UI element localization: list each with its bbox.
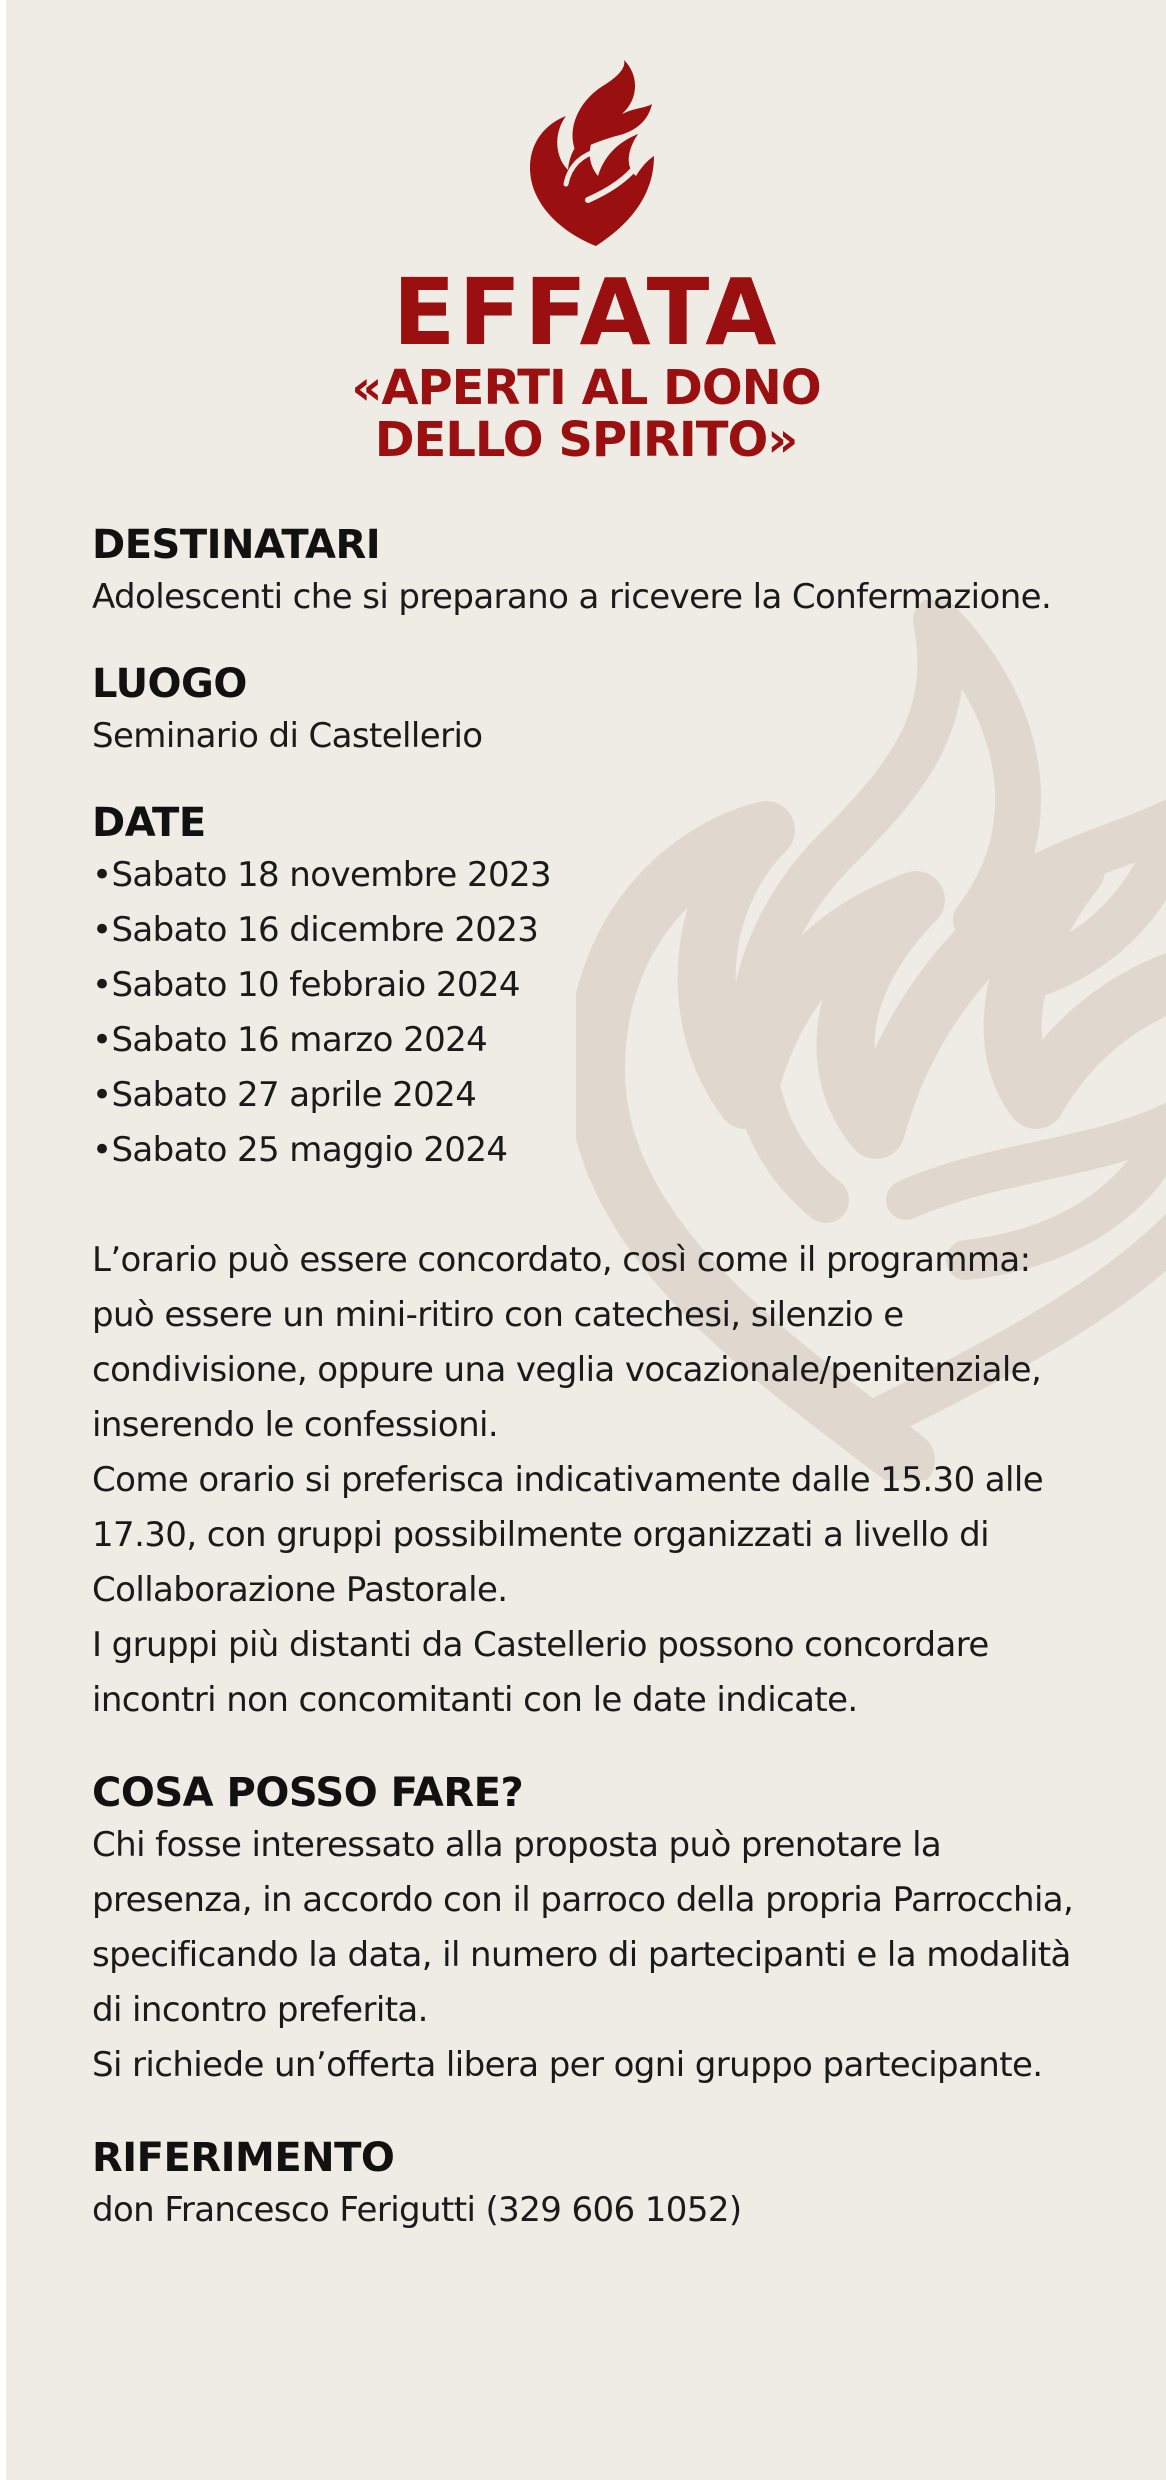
date-list (92, 848, 1102, 1178)
date-item: •Sabato 27 aprile 2024 (92, 1075, 477, 1115)
date-item: •Sabato 16 marzo 2024 (92, 1020, 488, 1060)
info-line: inserendo le confessioni. (92, 1405, 499, 1445)
cosa-line: Si richiede un’offerta libera per ogni gruppo partecipante. (92, 2045, 1043, 2085)
section-text: don Francesco Ferigutti (329 606 1052) (92, 2190, 742, 2230)
section-date (92, 798, 1102, 1178)
date-item: •Sabato 10 febbraio 2024 (92, 965, 520, 1005)
info-line: condivisione, oppure una veglia vocazionale/penitenziale, (92, 1350, 1042, 1390)
section-heading: LUOGO (92, 661, 247, 707)
section-heading: RIFERIMENTO (92, 2135, 395, 2181)
info-line: incontri non concomitanti con le date indicate. (92, 1680, 858, 1720)
section-heading: DATE (92, 800, 206, 846)
cosa-line: Chi fosse interessato alla proposta può prenotare la (92, 1825, 942, 1865)
section-info (92, 1233, 1102, 1728)
section-cosa-posso-fare (92, 1768, 1102, 2093)
flyer-page (6, 0, 1166, 2480)
section-heading: DESTINATARI (92, 522, 381, 568)
date-item: •Sabato 16 dicembre 2023 (92, 910, 539, 950)
date-item: •Sabato 18 novembre 2023 (92, 855, 552, 895)
section-luogo (92, 659, 1102, 764)
cosa-line: di incontro preferita. (92, 1990, 428, 2030)
subtitle-line: «APERTI AL DONO (351, 360, 821, 416)
page-title: EFFATA (392, 259, 780, 366)
holy-spirit-flame-dove-icon (526, 60, 656, 246)
content (92, 520, 1102, 2238)
page-subtitle (6, 362, 1166, 466)
info-line: 17.30, con gruppi possibilmente organizzati a livello di (92, 1515, 989, 1555)
info-line: può essere un mini-ritiro con catechesi, silenzio e (92, 1295, 904, 1335)
section-riferimento (92, 2133, 1102, 2238)
section-heading: COSA POSSO FARE? (92, 1770, 524, 1816)
section-text: Adolescenti che si preparano a ricevere la Confermazione. (92, 577, 1052, 617)
subtitle-line: DELLO SPIRITO» (374, 412, 798, 468)
info-line: I gruppi più distanti da Castellerio possono concordare (92, 1625, 989, 1665)
section-text: Seminario di Castellerio (92, 716, 483, 756)
info-line: L’orario può essere concordato, così come il programma: (92, 1240, 1031, 1280)
date-item: •Sabato 25 maggio 2024 (92, 1130, 508, 1170)
info-line: Come orario si preferisca indicativamente dalle 15.30 alle (92, 1460, 1044, 1500)
cosa-line: specificando la data, il numero di partecipanti e la modalità (92, 1935, 1071, 1975)
cosa-line: presenza, in accordo con il parroco della propria Parrocchia, (92, 1880, 1074, 1920)
section-destinatari (92, 520, 1102, 625)
info-line: Collaborazione Pastorale. (92, 1570, 508, 1610)
